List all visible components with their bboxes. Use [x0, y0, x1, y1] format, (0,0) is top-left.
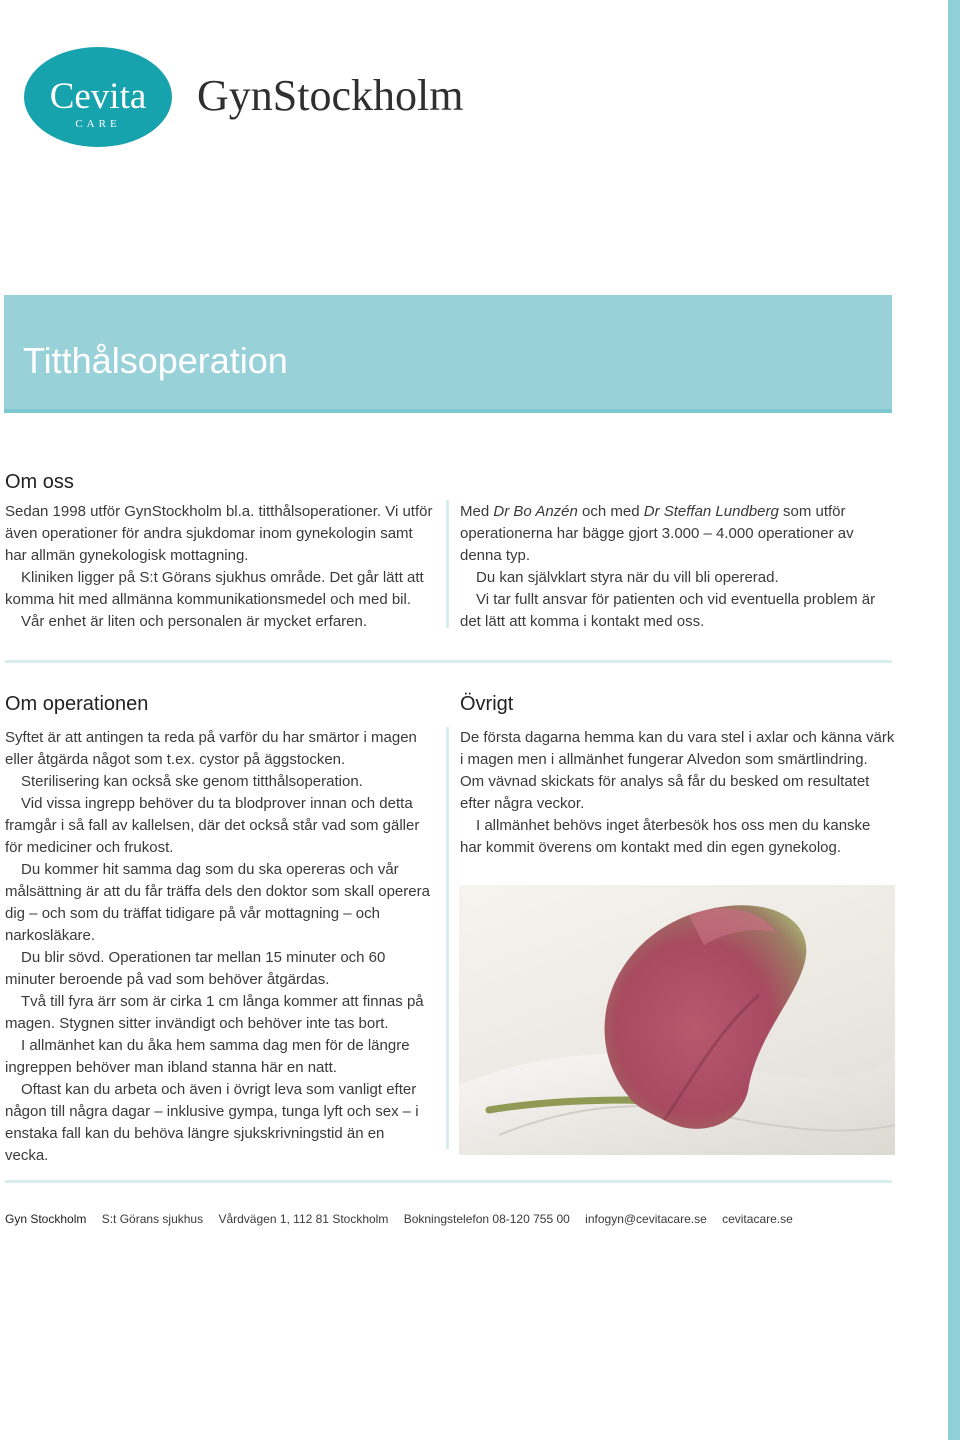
logo-main-text: Cevita	[49, 76, 147, 117]
footer-email[interactable]: infogyn@cevitacare.se	[585, 1212, 707, 1226]
operation-paragraph: Sterilisering kan också ske genom titthålsoperation.	[21, 773, 363, 790]
ovrigt-paragraph: I allmänhet behövs inget återbesök hos oss men du kanske har kommit överens om kontakt med din egen gynekolog.	[460, 817, 871, 856]
operation-paragraph: I allmänhet kan du åka hem samma dag men för de längre ingreppen behöver man ibland stanna här en natt.	[5, 1037, 410, 1076]
right-edge-stripe	[948, 0, 960, 1440]
doctor-name: Dr Steffan Lundberg	[643, 503, 779, 520]
cevita-care-logo	[24, 47, 172, 147]
om-operationen-text	[5, 727, 430, 1167]
operation-paragraph: Syftet är att antingen ta reda på varför du har smärtor i magen eller åtgärda något som t.ex. cystor på äggstocken.	[5, 729, 417, 768]
om-operationen-heading: Om operationen	[5, 693, 149, 715]
footer-hospital: S:t Görans sjukhus	[101, 1212, 204, 1226]
doctors-text: Med	[460, 503, 494, 520]
om-oss-paragraph: Sedan 1998 utför GynStockholm bl.a. titthålsoperationer. Vi utför även operationer för andra sjukdomar inom gynekologin samt har allmän gynekologisk mottagning.	[5, 503, 433, 564]
operation-paragraph: Vid vissa ingrepp behöver du ta blodprover innan och detta framgår i så fall av kallelsen, där det också står vad som gäller för mediciner och frukost.	[5, 795, 420, 856]
om-oss-left-text	[5, 501, 435, 633]
footer	[5, 1211, 805, 1227]
operation-paragraph: Du kommer hit samma dag som du ska opereras och vår målsättning är att du får träffa dels den doktor som skall operera dig – och som du träffat tidigare på vår mottagning – och narkosläkare.	[5, 861, 430, 944]
om-oss-right-text	[460, 501, 890, 633]
om-oss-paragraph: Vi tar fullt ansvar för patienten och vid eventuella problem är det lätt att komma i kontakt med oss.	[460, 591, 876, 630]
om-oss-paragraph: Vår enhet är liten och personalen är mycket erfaren.	[21, 613, 368, 630]
page-title: Titthålsoperation	[23, 340, 288, 381]
column-divider	[446, 500, 449, 628]
operation-paragraph: Oftast kan du arbeta och även i övrigt leva som vanligt efter någon till några dagar – inklusive gympa, tunga lyft och sex – i enstaka fall kan du behöva längre sjukskrivningstid än en vecka.	[5, 1081, 419, 1164]
om-oss-paragraph: Du kan självklart styra när du vill bli opererad.	[476, 569, 779, 586]
brand-title: GynStockholm	[197, 71, 464, 120]
footer-name: Gyn Stockholm	[5, 1212, 87, 1226]
doctors-text: och med	[577, 503, 644, 520]
doctors-text: som utför operationerna har bägge gjort 3.000 – 4.000 operationer av denna typ.	[460, 503, 854, 564]
calla-lily-illustration	[459, 885, 895, 1155]
doctor-name: Dr Bo Anzén	[493, 503, 578, 520]
footer-divider	[5, 1180, 892, 1183]
logo-sub-text: CARE	[75, 118, 121, 130]
ovrigt-text	[460, 727, 896, 859]
section-divider	[5, 660, 892, 663]
doctors-paragraph	[460, 501, 890, 567]
om-oss-paragraph: Kliniken ligger på S:t Görans sjukhus område. Det går lätt att komma hit med allmänna kommunikationsmedel och med bil.	[5, 569, 424, 608]
column-divider	[446, 727, 449, 1149]
operation-paragraph: Två till fyra ärr som är cirka 1 cm långa kommer att finnas på magen. Stygnen sitter invändigt och behöver inte tas bort.	[5, 993, 424, 1032]
om-oss-heading: Om oss	[5, 471, 74, 493]
footer-website[interactable]: cevitacare.se	[722, 1212, 793, 1226]
footer-address: Vårdvägen 1, 112 81 Stockholm	[218, 1212, 389, 1226]
ovrigt-paragraph: De första dagarna hemma kan du vara stel i axlar och känna värk i magen men i allmänhet fungerar Alvedon som smärtlindring. Om vävnad skickats för analys så får du besked om resultatet efter några veckor.	[460, 729, 895, 812]
footer-phone: Bokningstelefon 08-120 755 00	[403, 1212, 570, 1226]
ovrigt-heading: Övrigt	[460, 693, 514, 715]
calla-lily-photo	[459, 885, 895, 1155]
operation-paragraph: Du blir sövd. Operationen tar mellan 15 minuter och 60 minuter beroende på vad som behöver åtgärdas.	[5, 949, 386, 988]
